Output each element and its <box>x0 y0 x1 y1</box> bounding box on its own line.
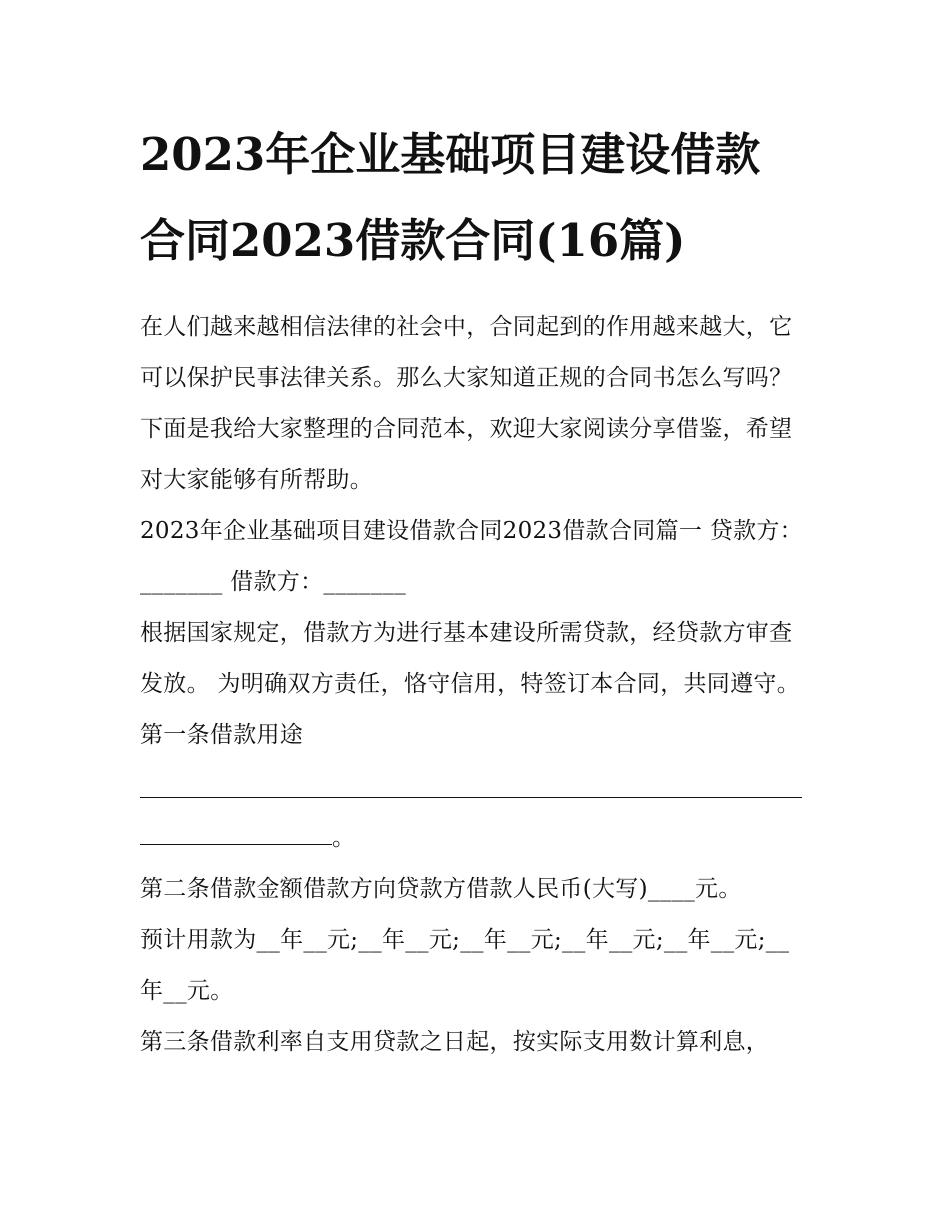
blank-fill-line <box>140 761 802 798</box>
article2-amount-paragraph: 第二条借款金额借款方向贷款方借款人民币(大写)____元。 <box>140 876 742 902</box>
document-body <box>140 302 812 1068</box>
article2-plan-paragraph: 预计用款为__年__元;__年__元;__年__元;__年__元;__年__元;__年__元。 <box>140 927 790 1004</box>
article1-tail-punctuation: 。 <box>332 825 355 851</box>
article1-title: 第一条借款用途 <box>140 722 304 748</box>
basis-paragraph: 根据国家规定，借款方为进行基本建设所需贷款，经贷款方审查发放。 为明确双方责任，恪守信用，特签订本合同，共同遵守。 <box>140 620 801 697</box>
title-line-1: 2023年企业基础项目建设借款 <box>140 128 761 181</box>
document-title <box>140 112 812 284</box>
article3-paragraph: 第三条借款利率自支用贷款之日起，按实际支用数计算利息， <box>140 1029 770 1055</box>
title-line-2: 合同2023借款合同(16篇) <box>140 214 686 267</box>
contract-heading-paragraph: 2023年企业基础项目建设借款合同2023借款合同篇一 贷款方：_______ 借款方：_______ <box>140 518 803 595</box>
article1-blank-tail <box>140 813 812 864</box>
intro-paragraph: 在人们越来越相信法律的社会中，合同起到的作用越来越大，它可以保护民事法律关系。那么大家知道正规的合同书怎么写吗？下面是我给大家整理的合同范本，欢迎大家阅读分享借鉴，希望对大家能够有所帮助。 <box>140 314 793 493</box>
document-page <box>140 112 812 1068</box>
blank-fill-short-line <box>140 814 332 845</box>
